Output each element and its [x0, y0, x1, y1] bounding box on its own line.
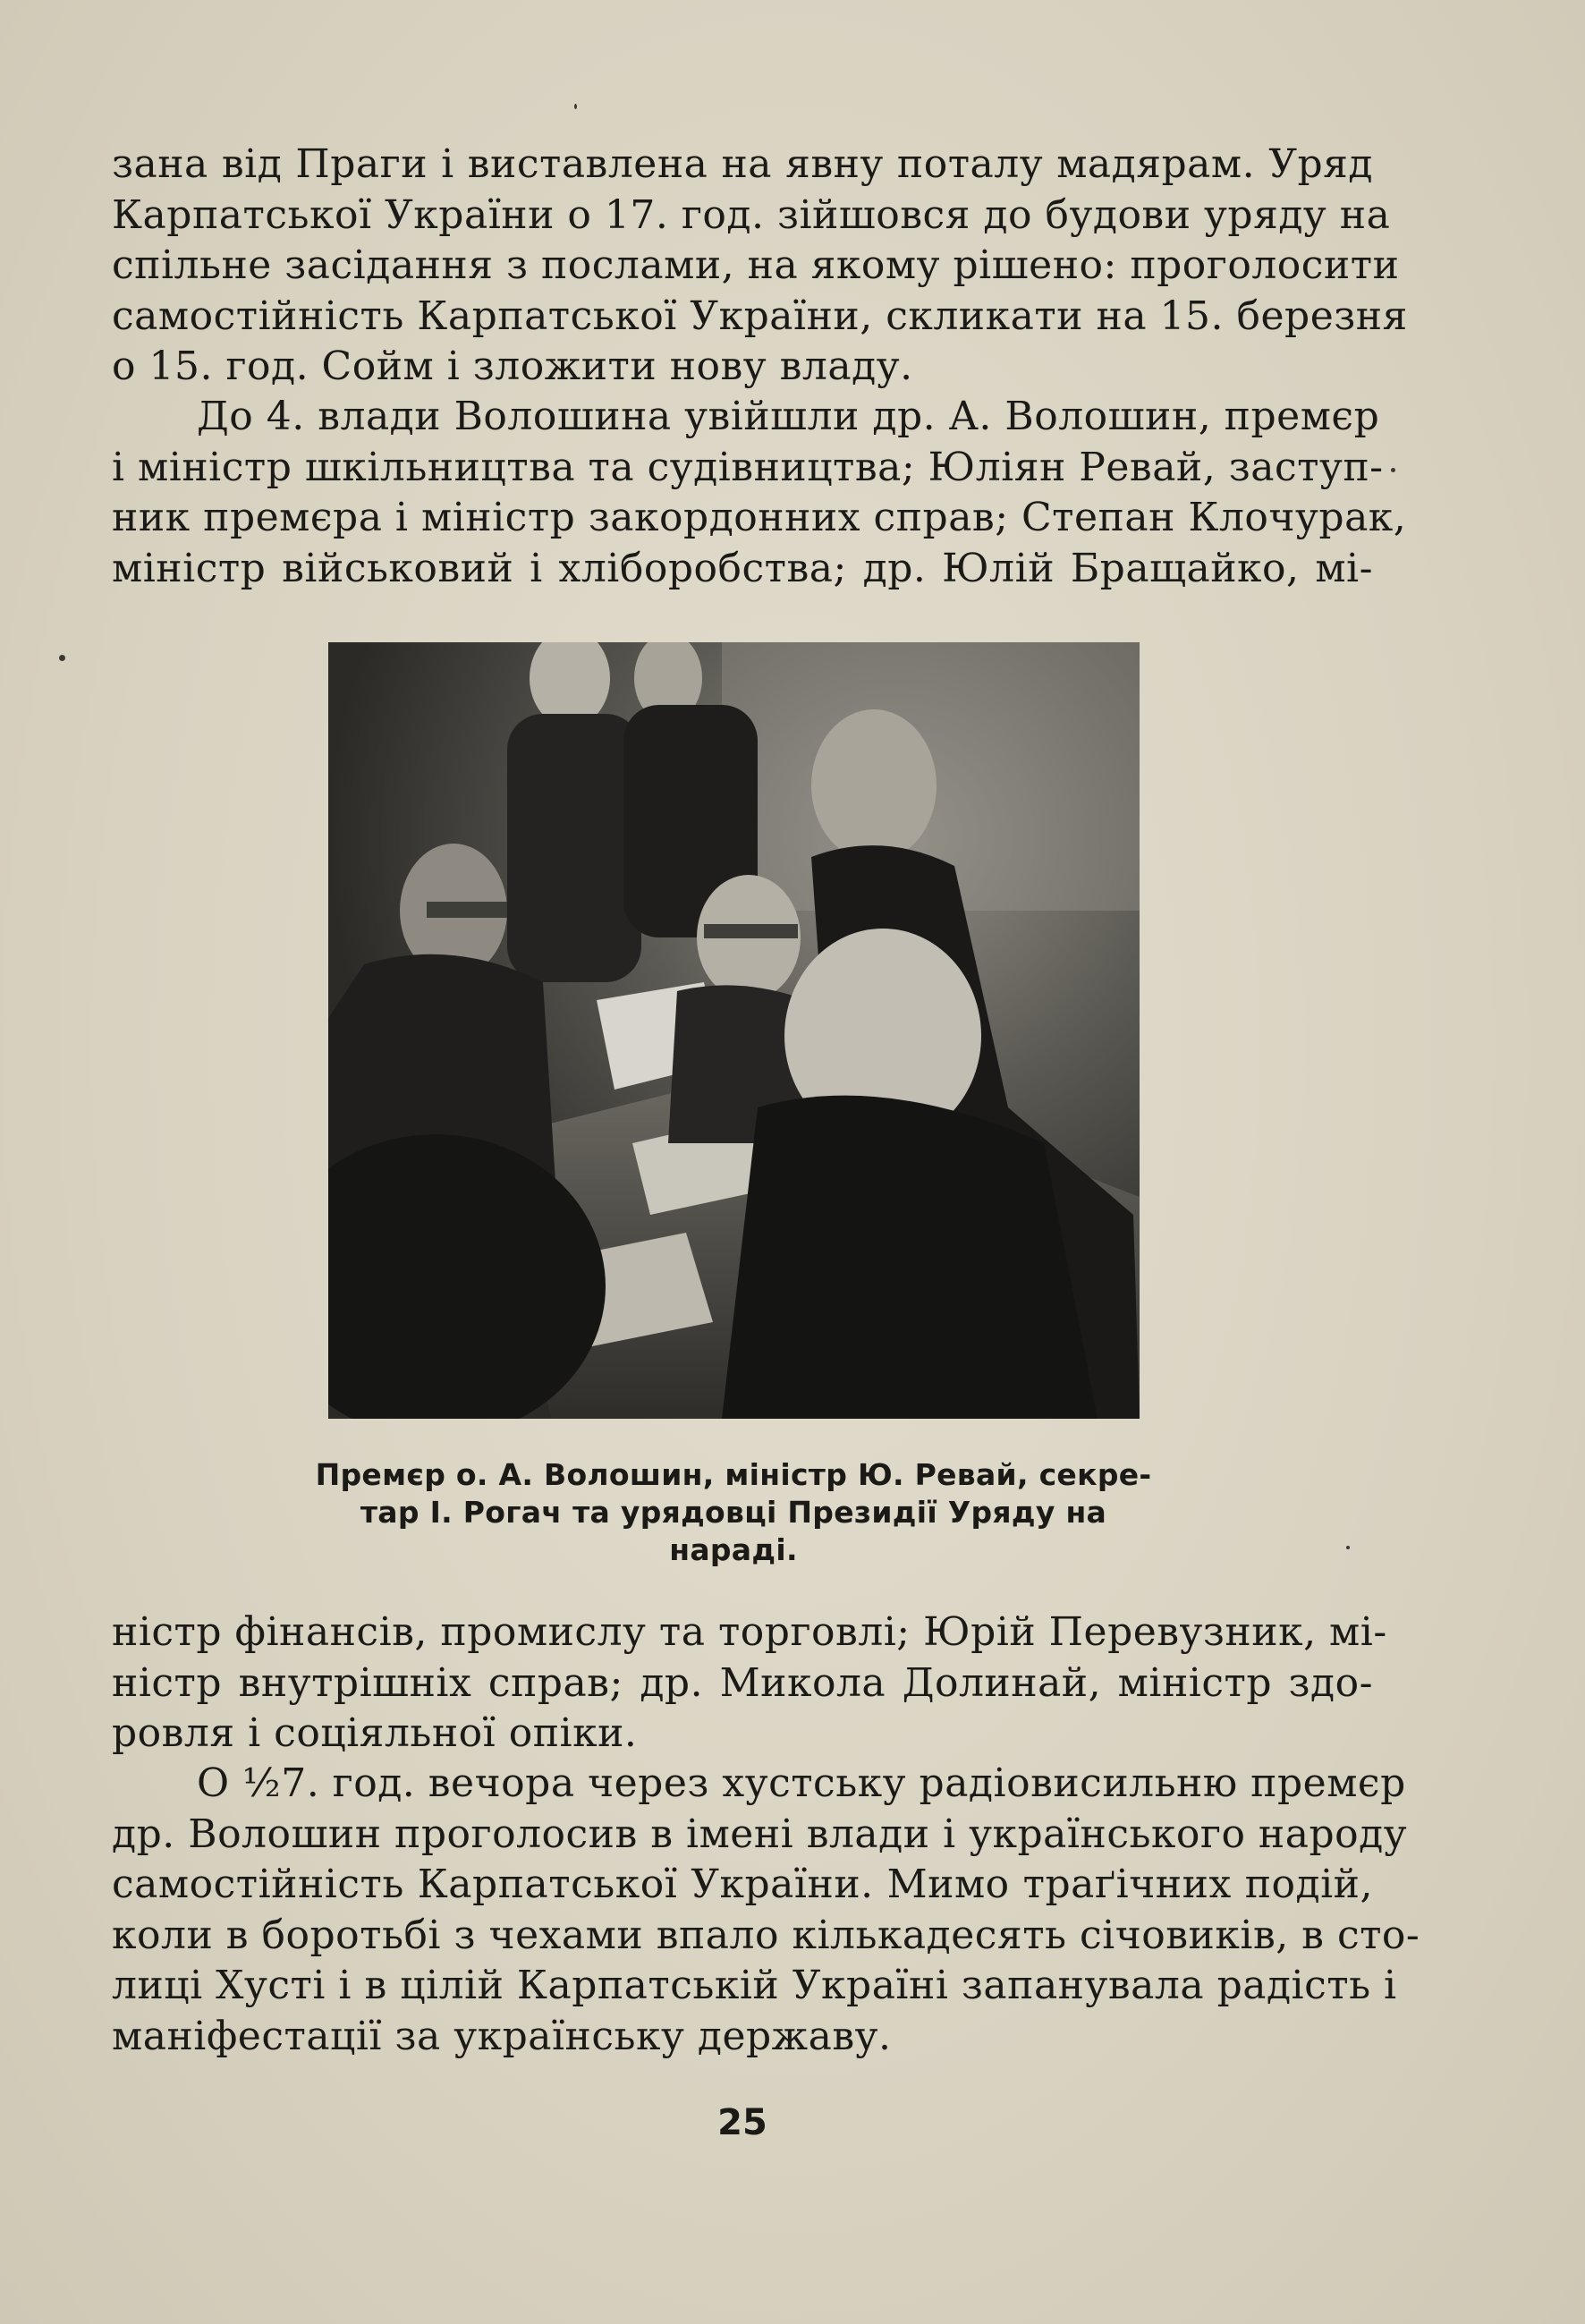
text-line: ник премєра і міністр закордонних справ; Степан Клочурак, — [112, 495, 1407, 540]
text-line: самостійність Карпатської України. Мимо траґічних подій, — [112, 1862, 1373, 1907]
text-line: і міністр шкільництва та судівництва; Юліян Ревай, заступ- — [112, 444, 1384, 490]
paragraph-4 — [112, 1759, 1420, 2062]
text-line: спільне засідання з послами, на якому рішено: проголосити — [112, 242, 1400, 288]
photo-caption — [304, 1456, 1163, 1569]
page-number: 25 — [717, 2102, 767, 2143]
text-line: міністр військовий і хліборобства; др. Юлій Бращайко, мі- — [112, 545, 1373, 591]
text-line: До 4. влади Волошина увійшли др. А. Волошин, премєр — [197, 394, 1380, 439]
paragraph-2 — [112, 392, 1407, 594]
text-line: зана від Праги і виставлена на явну поталу мадярам. Уряд — [112, 141, 1373, 187]
paper-speck — [59, 655, 65, 661]
historical-photograph — [328, 642, 1140, 1419]
text-line: ровля і соціяльної опіки. — [112, 1710, 638, 1756]
text-line: лиці Хусті і в цілій Карпатській Україні запанувала радість і — [112, 1963, 1397, 2008]
paper-speck — [1391, 468, 1395, 472]
text-line: коли в боротьбі з чехами впало кількадесять січовиків, в сто- — [112, 1912, 1420, 1958]
caption-line: нараді. — [669, 1532, 798, 1567]
caption-line: Премєр о. А. Волошин, міністр Ю. Ревай, секре- — [315, 1457, 1152, 1492]
text-line: Карпатської України о 17. год. зійшовся до будови уряду на — [112, 191, 1391, 238]
text-line: др. Волошин проголосив в імені влади і українського народу — [112, 1811, 1408, 1857]
photo-illustration — [328, 642, 1140, 1419]
caption-line: тар І. Рогач та урядовці Президії Уряду на — [360, 1495, 1107, 1530]
paragraph-3 — [112, 1607, 1387, 1760]
paper-speck — [574, 104, 577, 109]
text-line: ністр фінансів, промислу та торговлі; Юрій Перевузник, мі- — [112, 1609, 1387, 1655]
text-line: самостійність Карпатської України, скликати на 15. березня — [112, 293, 1408, 339]
text-line: маніфестації за українську державу. — [112, 2013, 892, 2059]
paper-speck — [1346, 1546, 1350, 1549]
text-line: о 15. год. Сойм і зложити нову владу. — [112, 344, 913, 389]
text-line: О ½7. год. вечора через хустську радіовисильню премєр — [197, 1760, 1406, 1806]
paragraph-1 — [112, 140, 1408, 393]
text-line: ністр внутрішніх справ; др. Микола Долинай, міністр здо- — [112, 1659, 1373, 1706]
